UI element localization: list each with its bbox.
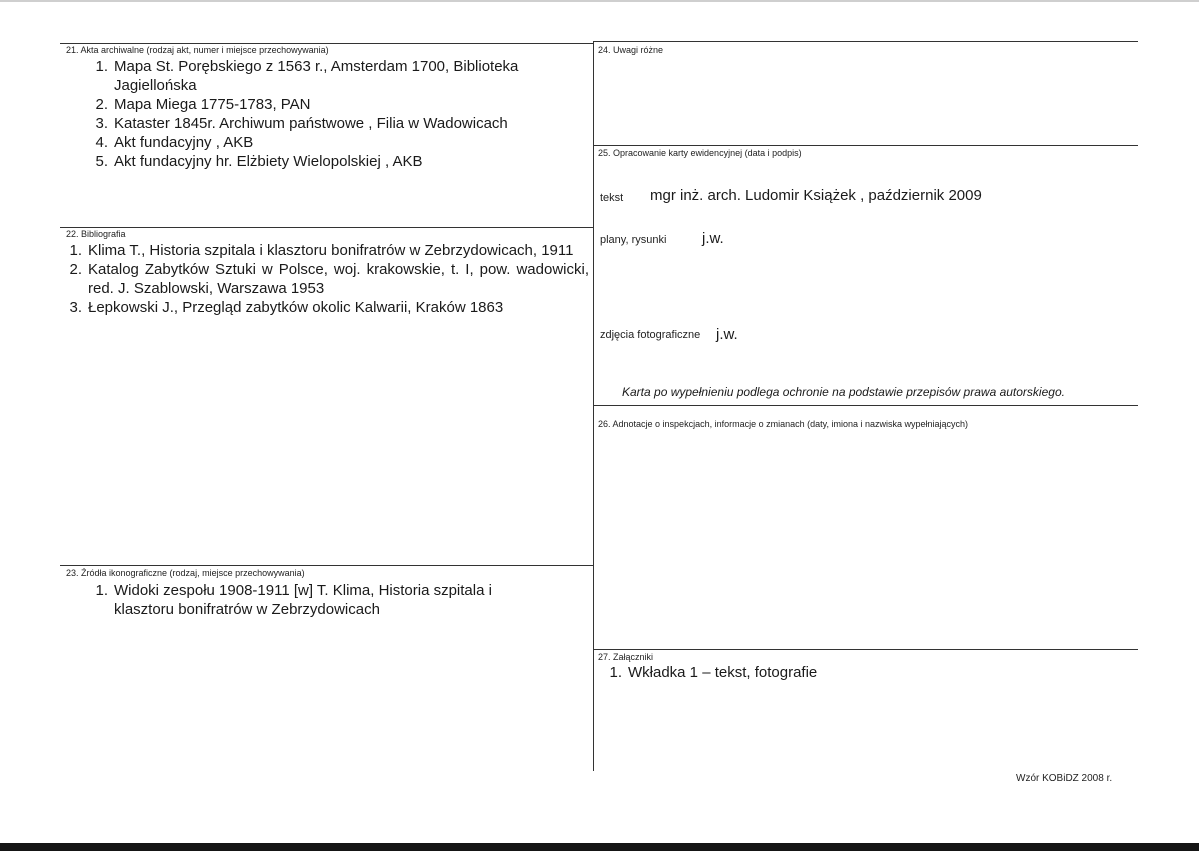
section-25-label: 25. Opracowanie karty ewidencyjnej (data i podpis) [598,148,802,158]
section-23-label: 23. Źródła ikonograficzne (rodzaj, miejsce przechowywania) [66,568,305,578]
iconographic-sources-list [88,581,538,619]
section-27-label: 27. Załączniki [598,652,654,662]
scan-edge-top [0,0,1199,2]
list-item: 2. Mapa Miega 1775-1783, PAN [95,96,311,113]
list-item: 3. Kataster 1845r. Archiwum państwowe , Filia w Wadowicach [95,115,508,132]
top-border-left [60,43,594,44]
zdjecia-label: zdjęcia fotograficzne [600,329,701,341]
section-26-label: 26. Adnotacje o inspekcjach, informacje o zmianach (daty, imiona i nazwiska wypełniających) [598,419,969,429]
divider-25-26 [594,405,1138,406]
divider-21-22 [60,227,594,228]
section-24-label: 24. Uwagi różne [598,45,664,55]
divider-24-25 [594,145,1138,146]
plany-value: j.w. [702,230,724,247]
top-border-right [594,41,1138,42]
attachments-list [602,663,1002,682]
list-item: 1. Widoki zespołu 1908-1911 [w] T. Klima, Historia szpitala i klasztoru bonifratrów w Zebrzydowicach [95,582,492,618]
column-divider [593,41,594,771]
tekst-value: mgr inż. arch. Ludomir Książek , październik 2009 [650,187,982,204]
list-item: 1. Klima T., Historia szpitala i klasztoru bonifratrów w Zebrzydowicach, 1911 [69,242,574,259]
scan-edge-bottom [0,843,1199,851]
list-item: 2. Katalog Zabytków Sztuki w Polsce, woj. krakowskie, t. I, pow. wadowicki, red. J. Szablowski, Warszawa 1953 [69,261,589,297]
form-template-footer: Wzór KOBiDZ 2008 r. [1016,773,1113,784]
list-item: 3. Łepkowski J., Przegląd zabytków okolic Kalwarii, Kraków 1863 [69,299,504,316]
zdjecia-value: j.w. [716,326,738,343]
section-22-label: 22. Bibliografia [66,229,126,239]
copyright-note: Karta po wypełnieniu podlega ochronie na podstawie przepisów prawa autorskiego. [622,385,1065,399]
tekst-label: tekst [600,192,624,204]
archival-records-list [88,57,558,171]
list-item: 1. Mapa St. Porębskiego z 1563 r., Amsterdam 1700, Biblioteka Jagiellońska [95,58,519,94]
list-item: 4. Akt fundacyjny , AKB [95,134,254,151]
section-21-label: 21. Akta archiwalne (rodzaj akt, numer i miejsce przechowywania) [66,45,329,55]
divider-22-23 [60,565,594,566]
plany-label: plany, rysunki [600,234,667,246]
list-item: 5. Akt fundacyjny hr. Elżbiety Wielopolskiej , AKB [95,153,423,170]
divider-26-27 [594,649,1138,650]
list-item: 1. Wkładka 1 – tekst, fotografie [609,664,818,681]
bibliography-list [62,241,589,317]
